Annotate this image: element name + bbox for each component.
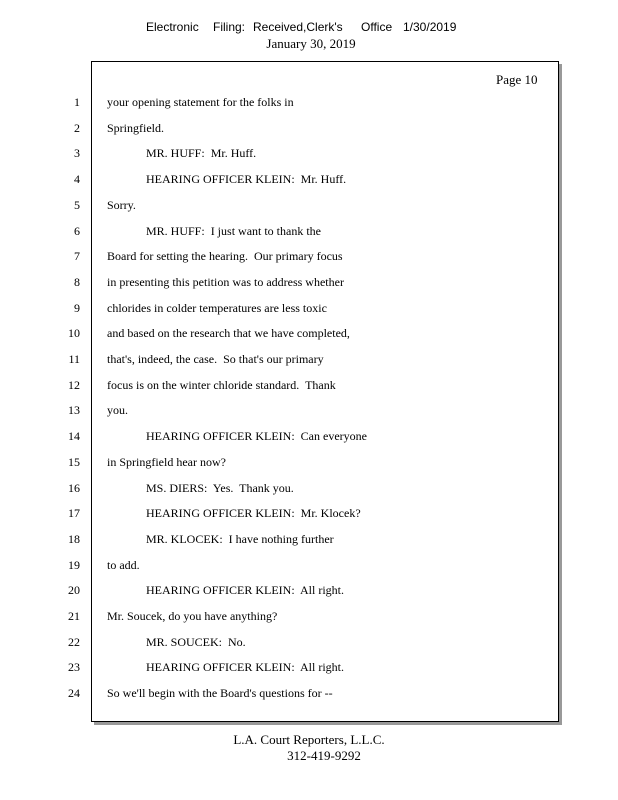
transcript-line: MS. DIERS: Yes. Thank you. (146, 481, 294, 495)
stamp-received: Received,Clerk's (253, 20, 343, 34)
transcript-line: MR. KLOCEK: I have nothing further (146, 532, 334, 546)
line-number: 18 (68, 532, 80, 546)
transcript-line: HEARING OFFICER KLEIN: Mr. Klocek? (146, 506, 361, 520)
transcript-line: Board for setting the hearing. Our primary focus (107, 249, 343, 263)
transcript-line: MR. HUFF: Mr. Huff. (146, 146, 257, 160)
transcript-line: that's, indeed, the case. So that's our primary (107, 352, 324, 366)
line-number: 8 (74, 275, 80, 289)
transcript-line: Mr. Soucek, do you have anything? (107, 609, 278, 623)
line-number: 3 (74, 146, 80, 160)
line-number: 16 (68, 481, 80, 495)
line-number: 9 (74, 301, 80, 315)
line-number: 22 (68, 635, 80, 649)
transcript-line: in Springfield hear now? (107, 455, 226, 469)
transcript-line: chlorides in colder temperatures are less toxic (107, 301, 327, 315)
transcript-line: HEARING OFFICER KLEIN: All right. (146, 660, 344, 674)
stamp-filing: Filing: (213, 20, 246, 34)
line-number: 24 (68, 686, 80, 700)
line-number: 15 (68, 455, 80, 469)
transcript-line: in presenting this petition was to address whether (107, 275, 344, 289)
line-number: 2 (74, 121, 80, 135)
line-number: 20 (68, 583, 80, 597)
transcript-line: to add. (107, 558, 140, 572)
line-number: 19 (68, 558, 80, 572)
transcript-line: MR. HUFF: I just want to thank the (146, 224, 322, 238)
line-number: 17 (68, 506, 80, 520)
footer-company: L.A. Court Reporters, L.L.C. (233, 732, 385, 747)
transcript-line: you. (107, 403, 128, 417)
line-number: 23 (68, 660, 80, 674)
transcript-line: HEARING OFFICER KLEIN: Can everyone (146, 429, 367, 443)
transcript-line: HEARING OFFICER KLEIN: All right. (146, 583, 344, 597)
transcript-line: HEARING OFFICER KLEIN: Mr. Huff. (146, 172, 347, 186)
line-number: 5 (74, 198, 80, 212)
stamp-date: 1/30/2019 (403, 20, 457, 34)
transcript-line: Sorry. (107, 198, 136, 212)
filed-date: January 30, 2019 (266, 36, 356, 51)
transcript-line: and based on the research that we have completed, (107, 326, 350, 340)
transcript-line: focus is on the winter chloride standard. Thank (107, 378, 336, 392)
line-number: 13 (68, 403, 80, 417)
line-number: 7 (74, 249, 80, 263)
line-number: 11 (68, 352, 80, 366)
page-number: Page 10 (496, 72, 538, 87)
stamp-electronic: Electronic (146, 20, 199, 34)
line-number: 1 (74, 95, 80, 109)
line-number: 10 (68, 326, 80, 340)
transcript-line: So we'll begin with the Board's questions for -- (107, 686, 333, 700)
line-number: 12 (68, 378, 80, 392)
transcript-line: your opening statement for the folks in (107, 95, 294, 109)
line-number: 6 (74, 224, 80, 238)
transcript-line: Springfield. (107, 121, 164, 135)
stamp-office: Office (361, 20, 393, 34)
line-number: 14 (68, 429, 80, 443)
line-number: 21 (68, 609, 80, 623)
transcript-line: MR. SOUCEK: No. (146, 635, 246, 649)
footer-phone: 312-419-9292 (287, 748, 361, 763)
line-number: 4 (74, 172, 80, 186)
filing-stamp (0, 20, 618, 36)
